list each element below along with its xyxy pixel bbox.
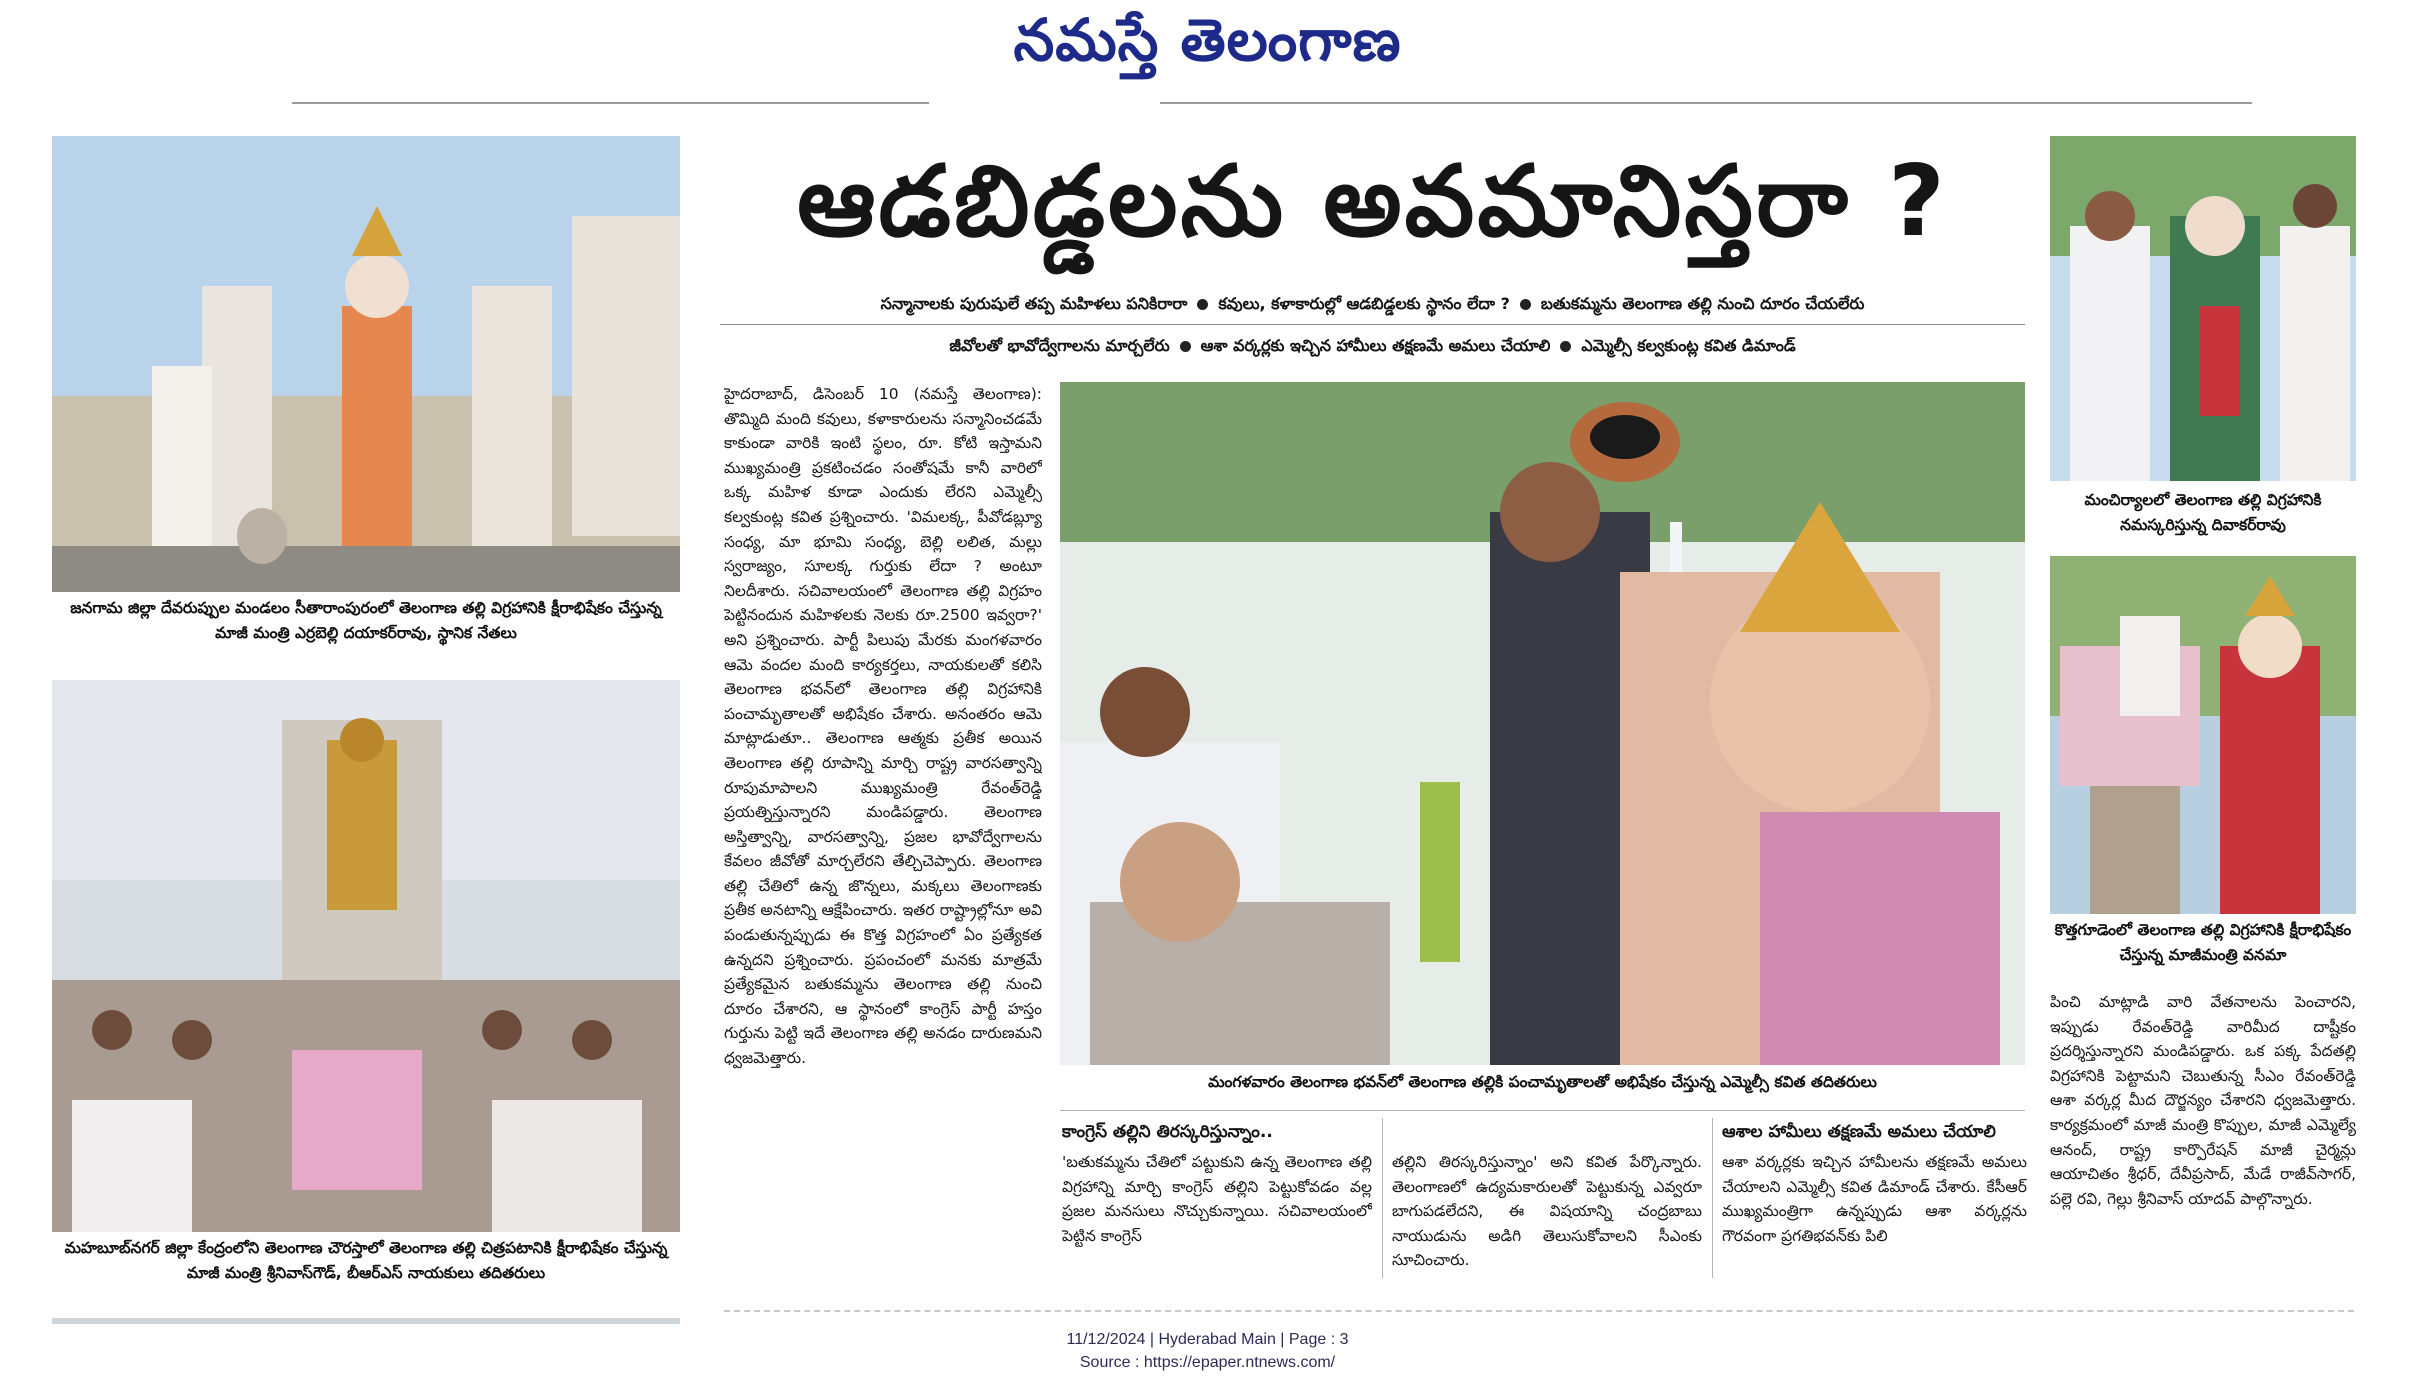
- deck-line-2: [720, 328, 2025, 364]
- photo-center: [1060, 382, 2025, 1065]
- caption-left-bottom: మహబూబ్‌నగర్ జిల్లా కేంద్రంలోని తెలంగాణ చౌరస్తాలో తెలంగాణ తల్లి చిత్రపటానికి క్షీరాభిషేకం చేస్తున్న మాజీ మంత్రి శ్రీనివాస్‌గౌడ్, బీఆర్‌ఎస్ నాయకులు తదితరులు: [64, 1239, 668, 1282]
- caption-right-mid: కొత్తగూడెంలో తెలంగాణ తల్లి విగ్రహానికి క్షీరాభిషేకం చేస్తున్న మాజీమంత్రి వనమా: [2054, 921, 2352, 964]
- main-headline: ఆడబిడ్డలను అవమానిస్తరా ?: [797, 145, 1948, 259]
- bullet-dot: [1180, 341, 1191, 352]
- page-bottom-rule: [724, 1310, 2354, 1312]
- column-divider: [1712, 1118, 1713, 1278]
- photo-right-mid-image: [2050, 556, 2356, 914]
- lower-section-rule: [1060, 1110, 2025, 1111]
- bullet-dot: [1560, 341, 1571, 352]
- photo-left-bottom: [52, 680, 680, 1232]
- masthead-rule-left: [292, 102, 929, 104]
- footer-edition-line: 11/12/2024 | Hyderabad Main | Page : 3: [1066, 1331, 1349, 1348]
- article-column-2: 'బతుకమ్మను చేతిలో పట్టుకుని ఉన్న తెలంగాణ తల్లి విగ్రహాన్ని మార్చి కాంగ్రెస్ తల్లిని పెట్టుకోవడం వల్ల ప్రజల మనసులు నొచ్చుకున్నాయి. సచివాలయంలో పెట్టిన కాంగ్రెస్: [1062, 1153, 1372, 1245]
- photo-right-top: [2050, 136, 2356, 481]
- article-column-5: పించి మాట్లాడి వారి వేతనాలను పెంచారని, ఇప్పుడు రేవంత్‌రెడ్డి వారిమీద దాష్టీకం ప్రదర్శిస్తున్నారని మండిపడ్డారు. ఒక పక్క పేదతల్లి విగ్రహానికి పెట్టామని చెబుతున్న సీఎం రేవంత్‌రెడ్డి ఆశా వర్కర్ల మీద దౌర్జన్యం చేశారని ధ్వజమెత్తారు. కార్యక్రమంలో మాజీ మంత్రి కొప్పుల, మాజీ ఎమ్మెల్యే ఆనంద్, రాష్ట్ర కార్పొరేషన్ మాజీ చైర్మన్లు ఆయాచితం శ్రీధర్, దేవీప్రసాద్, మేడే రాజీవ్‌సాగర్, పల్లె రవి, గెల్లు శ్రీనివాస్ యాదవ్ పాల్గొన్నారు.: [2050, 993, 2356, 1208]
- bullet-dot: [1197, 299, 1208, 310]
- column-divider: [1382, 1118, 1383, 1278]
- deck-2-a: జీవోలతో భావోద్వేగాలను మార్చలేరు: [949, 336, 1170, 355]
- deck-line-1: [720, 286, 2025, 322]
- photo-left-bottom-image: [52, 680, 680, 1232]
- article-column-1: హైదరాబాద్, డిసెంబర్ 10 (నమస్తే తెలంగాణ): తొమ్మిది మంది కవులు, కళాకారులను సన్మానించడమే కాకుండా వారికి ఇంటి స్థలం, రూ. కోటి ఇస్తామని ముఖ్యమంత్రి ప్రకటించడం సంతోషమే కానీ వారిలో ఒక్క మహిళ కూడా ఎందుకు లేరని ఎమ్మెల్సీ కల్వకుంట్ల కవిత ప్రశ్నించారు. 'విమలక్క, పీవోడబ్ల్యూ సంధ్య, మా భూమి సంధ్య, బెల్లి లలిత, మల్లు స్వరాజ్యం, సూలక్క గుర్తుకు లేదా ? అంటూ నిలదీశారు. సచివాలయంలో తెలంగాణ తల్లి విగ్రహం పెట్టినందున మహిళలకు నెలకు రూ.2500 ఇవ్వరా?' అని ప్రశ్నించారు. పార్టీ పిలుపు మేరకు మంగళవారం ఆమె వందల మంది కార్యకర్తలు, నాయకులతో కలిసి తెలంగాణ భవన్‌లో తెలంగాణ తల్లి విగ్రహానికి పంచామృతాలతో అభిషేకం చేశారు. అనంతరం ఆమె మాట్లాడుతూ.. తెలంగాణ ఆత్మకు ప్రతీక అయిన తెలంగాణ తల్లి రూపాన్ని మార్చి రాష్ట్ర వారసత్వాన్ని రూపుమాపాలని ముఖ్యమంత్రి రేవంత్‌రెడ్డి ప్రయత్నిస్తున్నారని మండిపడ్డారు. తెలంగాణ అస్తిత్వాన్ని, వారసత్వాన్ని, ప్రజల భావోద్వేగాలను కేవలం జీవోతో మార్చలేరని తేల్చిచెప్పారు. తెలంగాణ తల్లి చేతిలో ఉన్న జొన్నలు, మక్కలు తెలంగాణకు ప్రతీక అనటాన్ని ఆక్షేపించారు. ఇతర రాష్ట్రాల్లోనూ అవి పండుతున్నప్పుడు ఈ కొత్త విగ్రహంలో ఏం ప్రత్యేకత ఉన్నదని ప్రశ్నించారు. ప్రపంచంలో మనకు మాత్రమే ప్రత్యేకమైన బతుకమ్మను తెలంగాణ తల్లి నుంచి దూరం చేశారని, ఆ స్థానంలో కాంగ్రెస్ పార్టీ హస్తం గుర్తును పెట్టి ఇదే తెలంగాణ తల్లి అనడం దారుణమని ధ్వజమెత్తారు.: [724, 385, 1042, 1068]
- masthead: [0, 0, 2415, 105]
- left-bottom-bar: [52, 1318, 680, 1324]
- subhead-congress-mother: కాంగ్రెస్ తల్లిని తిరస్కరిస్తున్నాం..: [1062, 1122, 1273, 1142]
- deck-rule: [720, 324, 2025, 325]
- article-column-3: తల్లిని తిరస్కరిస్తున్నాం' అని కవిత పేర్కొన్నారు. తెలంగాణలో ఉద్యమకారులతో పెట్టుకున్న ఎవ్వరూ బాగుపడలేదని, ఈ విషయాన్ని చంద్రబాబు నాయుడును అడిగి తెలుసుకోవాలని సీఎంకు సూచించారు.: [1392, 1153, 1702, 1270]
- deck-1-a: సన్మానాలకు పురుషులే తప్ప మహిళలు పనికిరారా: [880, 294, 1188, 313]
- photo-left-top: [52, 136, 680, 592]
- masthead-rule-right: [1160, 102, 2252, 104]
- photo-center-image: [1060, 382, 2025, 1065]
- photo-left-top-image: [52, 136, 680, 592]
- caption-left-top: జనగామ జిల్లా దేవరుప్పుల మండలం సీతారాంపురంలో తెలంగాణ తల్లి విగ్రహానికి క్షీరాభిషేకం చేస్తున్న మాజీ మంత్రి ఎర్రబెల్లి దయాకర్‌రావు, స్థానిక నేతలు: [70, 599, 662, 642]
- article-column-4: ఆశా వర్కర్లకు ఇచ్చిన హామీలను తక్షణమే అమలు చేయాలని ఎమ్మెల్సీ కవిత డిమాండ్ చేశారు. కేసీఆర్ ముఖ్యమంత్రిగా ఉన్నప్పుడు ఆశా వర్కర్లను గౌరవంగా ప్రగతిభవన్‌కు పిలి: [1722, 1153, 2027, 1245]
- newspaper-title: నమస్తే తెలంగాణ: [1013, 6, 1402, 74]
- caption-right-top: మంచిర్యాలలో తెలంగాణ తల్లి విగ్రహానికి నమస్కరిస్తున్న దివాకర్‌రావు: [2084, 491, 2322, 534]
- caption-center: మంగళవారం తెలంగాణ భవన్‌లో తెలంగాణ తల్లికి పంచామృతాలతో అభిషేకం చేస్తున్న ఎమ్మెల్సీ కవిత తదితరులు: [1208, 1073, 1877, 1091]
- footer-source-line: Source : https://epaper.ntnews.com/: [1079, 1354, 1336, 1371]
- photo-right-top-image: [2050, 136, 2356, 481]
- deck-2-c: ఎమ్మెల్సీ కల్వకుంట్ల కవిత డిమాండ్: [1581, 336, 1796, 355]
- subhead-asha-promises: ఆశాల హామీలు తక్షణమే అమలు చేయాలి: [1722, 1122, 1996, 1142]
- deck-1-b: కవులు, కళాకారుల్లో ఆడబిడ్డలకు స్థానం లేదా ?: [1218, 294, 1510, 313]
- deck-1-c: బతుకమ్మను తెలంగాణ తల్లి నుంచి దూరం చేయలేరు: [1540, 294, 1865, 313]
- deck-2-b: ఆశా వర్కర్లకు ఇచ్చిన హామీలు తక్షణమే అమలు చేయాలి: [1200, 336, 1551, 355]
- bullet-dot: [1520, 299, 1531, 310]
- photo-right-mid: [2050, 556, 2356, 914]
